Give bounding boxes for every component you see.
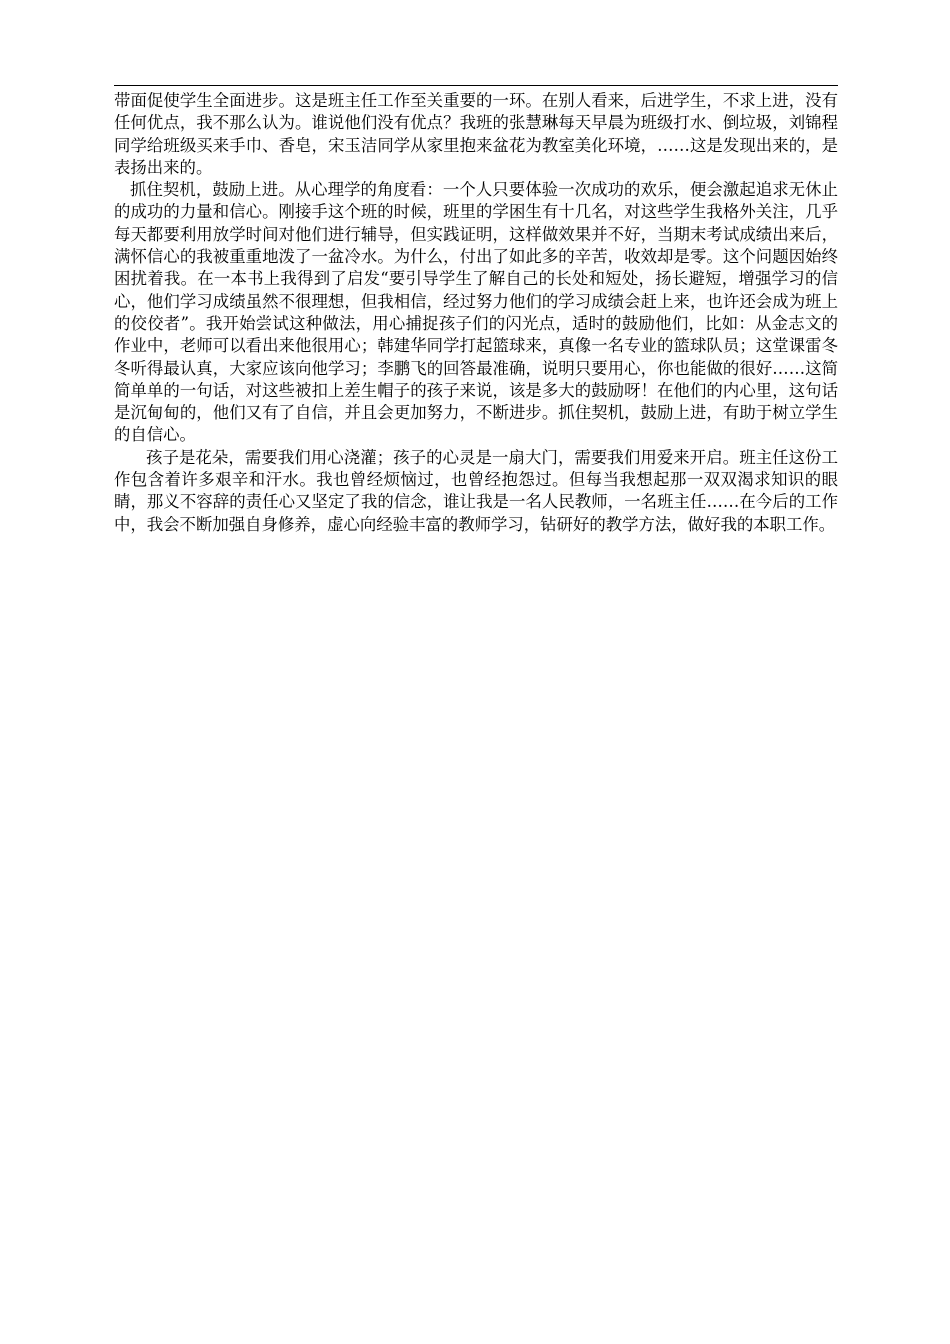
- header-rule: [114, 85, 838, 86]
- paragraph-praise: 带面促使学生全面进步。这是班主任工作至关重要的一环。在别人看来，后进学生，不求上进，没有任何优点，我不那么认为。谁说他们没有优点？我班的张慧琳每天早晨为班级打水、倒垃圾，刘锦程同学给班级买来手巾、香皂，宋玉洁同学从家里抱来盆花为教室美化环境，……这是发现出来的，是表扬出来的。: [114, 91, 838, 177]
- paragraph-encourage: 抓住契机，鼓励上进。从心理学的角度看：一个人只要体验一次成功的欢乐，便会激起追求无休止的成功的力量和信心。刚接手这个班的时候，班里的学困生有十几名，对这些学生我格外关注，几乎每天都要利用放学时间对他们进行辅导，但实践证明，这样做效果并不好，当期末考试成绩出来后，满怀信心的我被重重地泼了一盆冷水。为什么，付出了如此多的辛苦，收效却是零。这个问题因始终困扰着我。在一本书上我得到了启发“要引导学生了解自己的长处和短处，扬长避短，增强学习的信心，他们学习成绩虽然不很理想，但我相信，经过努力他们的学习成绩会赶上来，也许还会成为班上的佼佼者”。我开始尝试这种做法，用心捕捉孩子们的闪光点，适时的鼓励他们，比如：从金志文的作业中，老师可以看出来他很用心；韩建华同学打起篮球来，真像一名专业的篮球队员；这堂课雷冬冬听得最认真，大家应该向他学习；李鹏飞的回答最准确，说明只要用心，你也能做的很好……这简简单单的一句话，对这些被扣上差生帽子的孩子来说，该是多大的鼓励呀！在他们的内心里，这句话是沉甸甸的，他们又有了自信，并且会更加努力，不断进步。抓住契机，鼓励上进，有助于树立学生的自信心。: [114, 180, 838, 445]
- paragraph-conclusion: 孩子是花朵，需要我们用心浇灌；孩子的心灵是一扇大门，需要我们用爱来开启。班主任这份工作包含着许多艰辛和汗水。我也曾经烦恼过，也曾经抱怨过。但每当我想起那一双双渴求知识的眼睛，那义不容辞的责任心又坚定了我的信念，谁让我是一名人民教师，一名班主任……在今后的工作中，我会不断加强自身修养，虚心向经验丰富的教师学习，钻研好的教学方法，做好我的本职工作。: [114, 447, 838, 534]
- document-body: [114, 90, 838, 536]
